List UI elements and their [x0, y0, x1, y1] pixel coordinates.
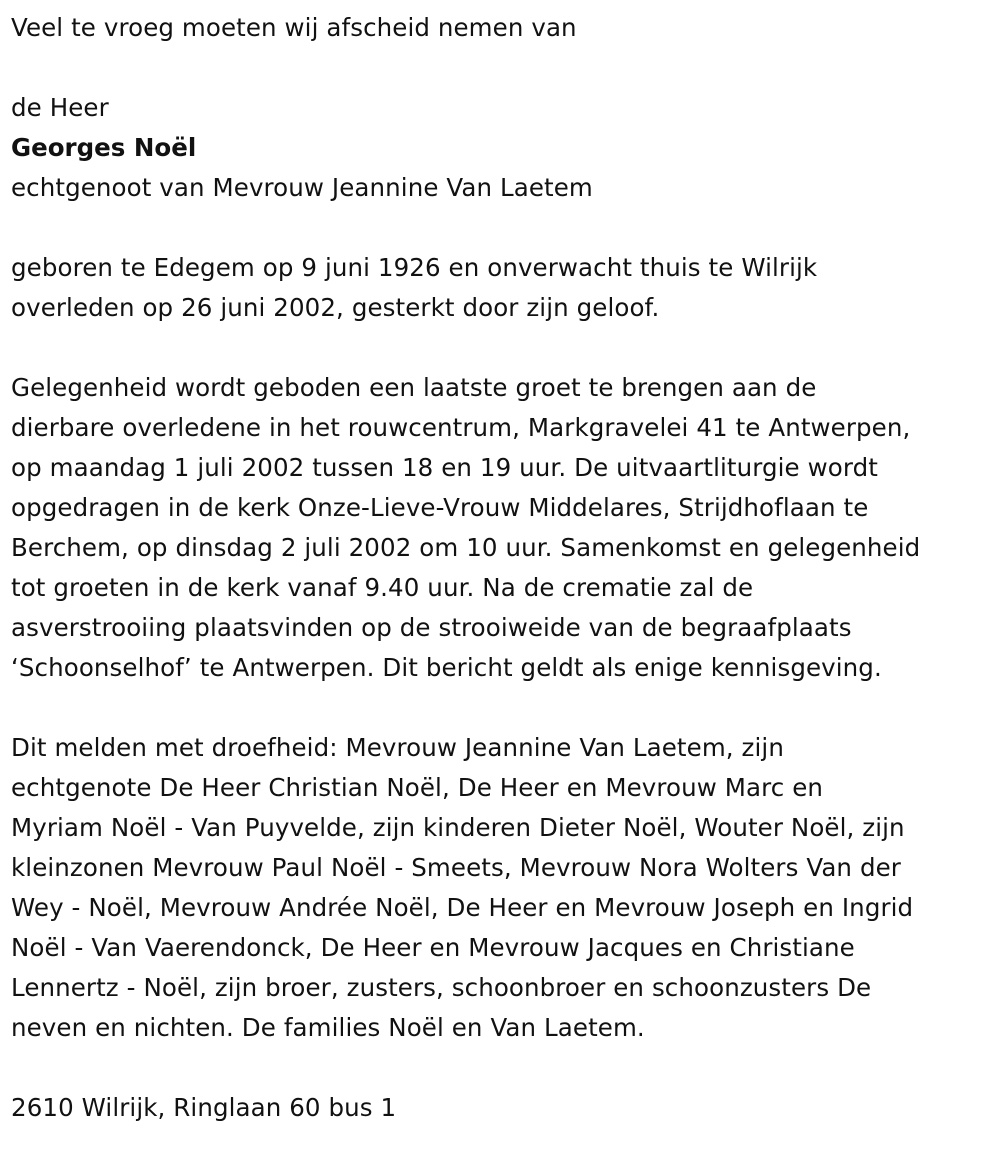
paragraph-line: overleden op 26 juni 2002, gesterkt door zijn geloof.	[11, 293, 660, 322]
paragraph-line: Gelegenheid wordt geboden een laatste groet te brengen aan de	[11, 373, 817, 402]
paragraph-line: Lennertz - Noël, zijn broer, zusters, schoonbroer en schoonzusters De	[11, 973, 872, 1002]
intro-line: Veel te vroeg moeten wij afscheid nemen van	[11, 13, 577, 42]
paragraph-line: echtgenote De Heer Christian Noël, De Heer en Mevrouw Marc en	[11, 773, 824, 802]
paragraph-line: op maandag 1 juli 2002 tussen 18 en 19 uur. De uitvaartliturgie wordt	[11, 453, 878, 482]
paragraph-line: Wey - Noël, Mevrouw Andrée Noël, De Heer en Mevrouw Joseph en Ingrid	[11, 893, 914, 922]
paragraph-line: asverstrooiing plaatsvinden op de strooiweide van de begraafplaats	[11, 613, 852, 642]
paragraph-line: geboren te Edegem op 9 juni 1926 en onverwacht thuis te Wilrijk	[11, 253, 818, 282]
spouse-line: echtgenoot van Mevrouw Jeannine Van Laetem	[11, 173, 593, 202]
spacer	[11, 328, 996, 368]
paragraph-line: Berchem, op dinsdag 2 juli 2002 om 10 uur. Samenkomst en gelegenheid	[11, 533, 921, 562]
paragraph-line: dierbare overledene in het rouwcentrum, Markgravelei 41 te Antwerpen,	[11, 413, 911, 442]
deceased-name: Georges Noël	[11, 133, 197, 162]
obituary-notice	[11, 8, 996, 1128]
paragraph-line: Myriam Noël - Van Puyvelde, zijn kinderen Dieter Noël, Wouter Noël, zijn	[11, 813, 905, 842]
ceremony-paragraph	[11, 368, 996, 688]
paragraph-line: opgedragen in de kerk Onze-Lieve-Vrouw Middelares, Strijdhoflaan te	[11, 493, 869, 522]
paragraph-line: Noël - Van Vaerendonck, De Heer en Mevrouw Jacques en Christiane	[11, 933, 855, 962]
spacer	[11, 48, 996, 88]
paragraph-line: tot groeten in de kerk vanaf 9.40 uur. Na de crematie zal de	[11, 573, 754, 602]
paragraph-line: Dit melden met droefheid: Mevrouw Jeannine Van Laetem, zijn	[11, 733, 784, 762]
birth-death-paragraph	[11, 248, 996, 328]
spacer	[11, 208, 996, 248]
paragraph-line: neven en nichten. De families Noël en Van Laetem.	[11, 1013, 645, 1042]
paragraph-line: ‘Schoonselhof’ te Antwerpen. Dit bericht geldt als enige kennisgeving.	[11, 653, 882, 682]
paragraph-line: kleinzonen Mevrouw Paul Noël - Smeets, Mevrouw Nora Wolters Van der	[11, 853, 901, 882]
honorific: de Heer	[11, 93, 109, 122]
address-line: 2610 Wilrijk, Ringlaan 60 bus 1	[11, 1093, 397, 1122]
spacer	[11, 688, 996, 728]
spacer	[11, 1048, 996, 1088]
mourners-paragraph	[11, 728, 996, 1048]
